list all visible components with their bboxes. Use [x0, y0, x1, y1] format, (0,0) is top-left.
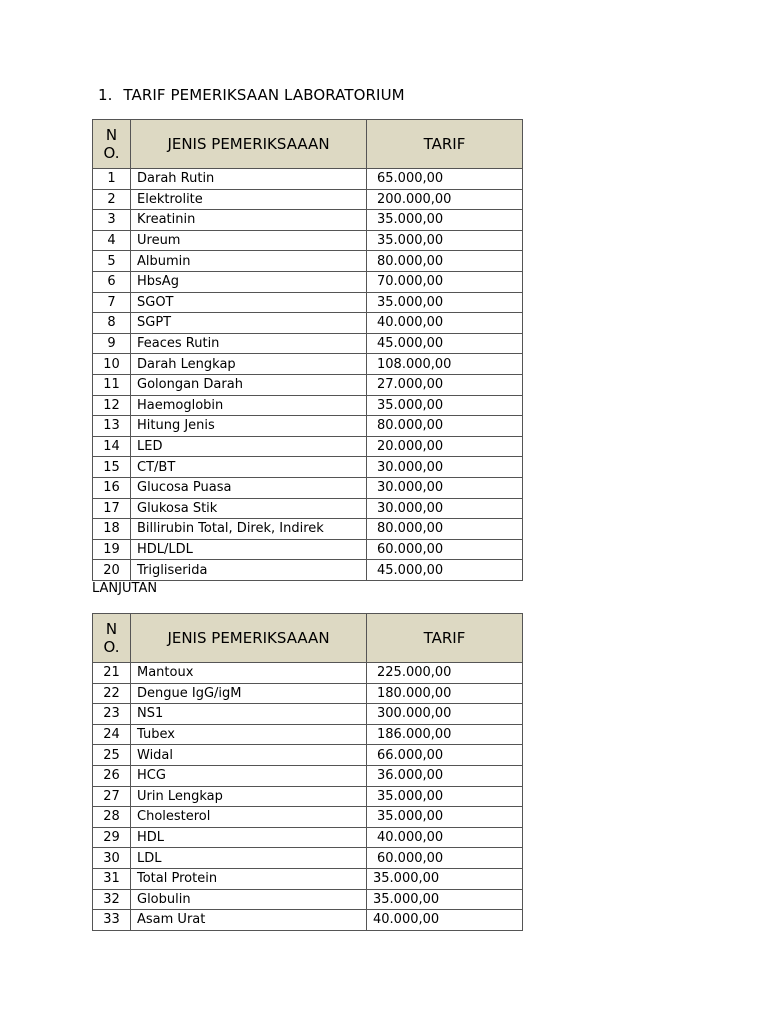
row-number: 10 — [93, 354, 131, 375]
row-number: 28 — [93, 807, 131, 828]
examination-tarif: 40.000,00 — [367, 313, 523, 334]
examination-tarif: 36.000,00 — [367, 765, 523, 786]
examination-tarif: 186.000,00 — [367, 724, 523, 745]
table-row — [93, 539, 523, 560]
row-number: 22 — [93, 683, 131, 704]
examination-name: LDL — [131, 848, 367, 869]
examination-tarif: 80.000,00 — [367, 519, 523, 540]
examination-name: HDL — [131, 827, 367, 848]
table-1-body — [93, 169, 523, 581]
examination-name: Glucosa Puasa — [131, 477, 367, 498]
table-row — [93, 271, 523, 292]
examination-name: Darah Rutin — [131, 169, 367, 190]
row-number: 15 — [93, 457, 131, 478]
examination-tarif: 35.000,00 — [367, 889, 523, 910]
row-number: 8 — [93, 313, 131, 334]
row-number: 13 — [93, 416, 131, 437]
row-number: 16 — [93, 477, 131, 498]
header-tarif: TARIF — [367, 120, 523, 169]
examination-name: LED — [131, 436, 367, 457]
header-tarif: TARIF — [367, 614, 523, 663]
table-row — [93, 210, 523, 231]
examination-name: HbsAg — [131, 271, 367, 292]
row-number: 11 — [93, 374, 131, 395]
examination-name: Total Protein — [131, 868, 367, 889]
table-row — [93, 169, 523, 190]
table-row — [93, 313, 523, 334]
row-number: 23 — [93, 704, 131, 725]
table-row — [93, 724, 523, 745]
table-header-row — [93, 614, 523, 663]
table-row — [93, 786, 523, 807]
examination-tarif: 30.000,00 — [367, 477, 523, 498]
examination-name: Globulin — [131, 889, 367, 910]
table-row — [93, 827, 523, 848]
table-row — [93, 374, 523, 395]
row-number: 12 — [93, 395, 131, 416]
row-number: 27 — [93, 786, 131, 807]
examination-tarif: 60.000,00 — [367, 539, 523, 560]
row-number: 26 — [93, 765, 131, 786]
section-heading — [98, 86, 405, 104]
table-row — [93, 683, 523, 704]
examination-tarif: 45.000,00 — [367, 333, 523, 354]
examination-tarif: 30.000,00 — [367, 498, 523, 519]
examination-tarif: 40.000,00 — [367, 910, 523, 931]
table-row — [93, 436, 523, 457]
examination-tarif: 35.000,00 — [367, 292, 523, 313]
examination-name: CT/BT — [131, 457, 367, 478]
examination-tarif: 35.000,00 — [367, 807, 523, 828]
header-jenis-pemeriksaan: JENIS PEMERIKSAAAN — [131, 120, 367, 169]
examination-name: Kreatinin — [131, 210, 367, 231]
table-row — [93, 189, 523, 210]
row-number: 4 — [93, 230, 131, 251]
examination-name: Asam Urat — [131, 910, 367, 931]
examination-tarif: 35.000,00 — [367, 786, 523, 807]
row-number: 25 — [93, 745, 131, 766]
examination-tarif: 80.000,00 — [367, 251, 523, 272]
table-row — [93, 868, 523, 889]
examination-name: NS1 — [131, 704, 367, 725]
examination-name: Billirubin Total, Direk, Indirek — [131, 519, 367, 540]
table-row — [93, 477, 523, 498]
examination-name: Trigliserida — [131, 560, 367, 581]
examination-tarif: 108.000,00 — [367, 354, 523, 375]
examination-tarif: 300.000,00 — [367, 704, 523, 725]
examination-name: Haemoglobin — [131, 395, 367, 416]
examination-name: Darah Lengkap — [131, 354, 367, 375]
table-2-body — [93, 663, 523, 931]
continuation-label: LANJUTAN — [92, 581, 158, 596]
table-row — [93, 519, 523, 540]
examination-tarif: 35.000,00 — [367, 868, 523, 889]
examination-name: SGPT — [131, 313, 367, 334]
table-row — [93, 416, 523, 437]
table-row — [93, 663, 523, 684]
examination-name: Golongan Darah — [131, 374, 367, 395]
table-row — [93, 807, 523, 828]
examination-name: Albumin — [131, 251, 367, 272]
examination-name: Ureum — [131, 230, 367, 251]
examination-name: Elektrolite — [131, 189, 367, 210]
header-no: N O. — [93, 614, 131, 663]
examination-tarif: 200.000,00 — [367, 189, 523, 210]
section-title: TARIF PEMERIKSAAN LABORATORIUM — [123, 86, 405, 104]
row-number: 18 — [93, 519, 131, 540]
table-row — [93, 765, 523, 786]
table-row — [93, 333, 523, 354]
examination-name: Urin Lengkap — [131, 786, 367, 807]
row-number: 9 — [93, 333, 131, 354]
row-number: 30 — [93, 848, 131, 869]
table-row — [93, 498, 523, 519]
examination-tarif: 60.000,00 — [367, 848, 523, 869]
examination-name: Hitung Jenis — [131, 416, 367, 437]
examination-tarif: 225.000,00 — [367, 663, 523, 684]
table-row — [93, 251, 523, 272]
examination-name: SGOT — [131, 292, 367, 313]
examination-name: Glukosa Stik — [131, 498, 367, 519]
table-row — [93, 230, 523, 251]
examination-name: Tubex — [131, 724, 367, 745]
examination-tarif: 45.000,00 — [367, 560, 523, 581]
row-number: 17 — [93, 498, 131, 519]
row-number: 20 — [93, 560, 131, 581]
examination-name: Cholesterol — [131, 807, 367, 828]
row-number: 2 — [93, 189, 131, 210]
examination-name: Widal — [131, 745, 367, 766]
examination-tarif: 70.000,00 — [367, 271, 523, 292]
examination-tarif: 35.000,00 — [367, 230, 523, 251]
tarif-table-2 — [92, 613, 523, 931]
table-row — [93, 910, 523, 931]
examination-name: HDL/LDL — [131, 539, 367, 560]
examination-tarif: 20.000,00 — [367, 436, 523, 457]
row-number: 6 — [93, 271, 131, 292]
table-row — [93, 354, 523, 375]
examination-name: Dengue IgG/igM — [131, 683, 367, 704]
section-number: 1. — [98, 86, 113, 104]
table-row — [93, 745, 523, 766]
table-row — [93, 704, 523, 725]
table-row — [93, 560, 523, 581]
examination-name: Feaces Rutin — [131, 333, 367, 354]
examination-tarif: 80.000,00 — [367, 416, 523, 437]
row-number: 33 — [93, 910, 131, 931]
tarif-table-1 — [92, 119, 523, 581]
row-number: 1 — [93, 169, 131, 190]
row-number: 7 — [93, 292, 131, 313]
table-row — [93, 457, 523, 478]
examination-name: HCG — [131, 765, 367, 786]
table-row — [93, 848, 523, 869]
table-row — [93, 889, 523, 910]
row-number: 24 — [93, 724, 131, 745]
row-number: 5 — [93, 251, 131, 272]
table-header-row — [93, 120, 523, 169]
examination-tarif: 35.000,00 — [367, 395, 523, 416]
table-row — [93, 395, 523, 416]
row-number: 3 — [93, 210, 131, 231]
row-number: 29 — [93, 827, 131, 848]
table-row — [93, 292, 523, 313]
row-number: 19 — [93, 539, 131, 560]
row-number: 14 — [93, 436, 131, 457]
examination-tarif: 27.000,00 — [367, 374, 523, 395]
header-jenis-pemeriksaan: JENIS PEMERIKSAAAN — [131, 614, 367, 663]
examination-tarif: 180.000,00 — [367, 683, 523, 704]
row-number: 21 — [93, 663, 131, 684]
examination-name: Mantoux — [131, 663, 367, 684]
examination-tarif: 30.000,00 — [367, 457, 523, 478]
examination-tarif: 66.000,00 — [367, 745, 523, 766]
examination-tarif: 40.000,00 — [367, 827, 523, 848]
row-number: 32 — [93, 889, 131, 910]
row-number: 31 — [93, 868, 131, 889]
examination-tarif: 35.000,00 — [367, 210, 523, 231]
header-no: N O. — [93, 120, 131, 169]
examination-tarif: 65.000,00 — [367, 169, 523, 190]
